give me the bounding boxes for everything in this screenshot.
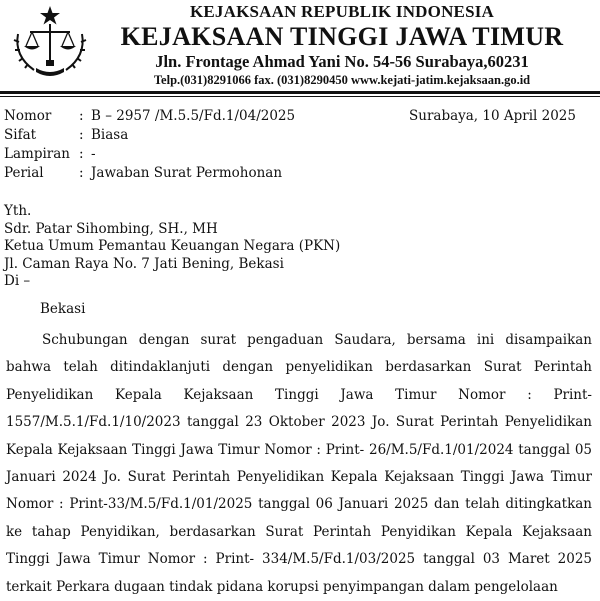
letterhead-rule-thick [0, 91, 600, 94]
recipient-di: Di – [4, 273, 31, 289]
letter-meta [4, 107, 295, 183]
meta-key: Perial [4, 165, 44, 181]
letterhead-address: Jln. Frontage Ahmad Yani No. 54-56 Surabaya,60231 [155, 52, 529, 71]
recipient-street: Jl. Caman Raya No. 7 Jati Bening, Bekasi [4, 255, 284, 272]
body-paragraph: Schubungan dengan surat pengaduan Saudara, bersama ini disampaikan bahwa telah ditindaklanjuti dengan penyelidikan berdasarkan Surat Perintah Penyelidikan Kepala Kejaksaan Tinggi Jawa Timur Nomor : Print- 1557/M.5.1/Fd.1/10/2023 tanggal 23 Oktober 2023 Jo. Surat Perintah Penyelidikan Kepala Kejaksaan Tinggi Jawa Timur Nomor : Print- 26/M.5/Fd.1/01/2024 tanggal 05 Januari 2024 Jo. Surat Perintah Penyelidikan Kepala Kejaksaan Tinggi Jawa Timur Nomor : Print-33/M.5/Fd.1/01/2025 tanggal 06 Januari 2025 dan telah ditingkatkan ke tahap Penyidikan, berdasarkan Surat Perintah Penyidikan Kepala Kejaksaan Tinggi Jawa Timur Nomor : Print- 334/M.5/Fd.1/03/2025 tanggal 03 Maret 2025 terkait Perkara dugaan tindak pidana korupsi penyimpangan dalam pengelolaan [6, 332, 592, 595]
meta-key: Lampiran [4, 146, 70, 162]
recipient-city: Bekasi [40, 300, 86, 317]
recipient-position: Ketua Umum Pemantau Keuangan Negara (PKN) [4, 238, 341, 254]
meta-key: Sifat [4, 127, 37, 143]
meta-value: - [91, 146, 96, 162]
letterhead-text [92, 2, 592, 88]
meta-colon: : [79, 165, 84, 181]
letterhead-contact: Telp.(031)8291066 fax. (031)8290450 www.kejati-jatim.kejaksaan.go.id [153, 73, 531, 87]
letterhead-rule-thin [0, 96, 600, 97]
salutation: Yth. [4, 203, 32, 219]
meta-key: Nomor [4, 108, 52, 124]
meta-colon: : [79, 127, 84, 143]
recipient-name: Sdr. Patar Sihombing, SH., MH [4, 220, 218, 237]
meta-value: Biasa [91, 127, 129, 143]
letterhead-office: KEJAKSAAN TINGGI JAWA TIMUR [120, 22, 564, 51]
meta-colon: : [79, 146, 84, 162]
meta-value: B – 2957 /M.5.5/Fd.1/04/2025 [91, 108, 296, 124]
meta-row-lampiran [4, 145, 295, 164]
letterhead-institution: KEJAKSAAN REPUBLIK INDONESIA [189, 2, 495, 21]
meta-row-nomor [4, 107, 295, 126]
kejaksaan-emblem-icon [10, 4, 90, 76]
letterhead [0, 0, 600, 96]
meta-colon: : [79, 108, 84, 124]
meta-value: Jawaban Surat Permohonan [91, 165, 283, 181]
meta-row-perial [4, 164, 295, 183]
meta-row-sifat [4, 126, 295, 145]
recipient-address [4, 203, 340, 318]
letter-date: Surabaya, 10 April 2025 [409, 108, 576, 124]
